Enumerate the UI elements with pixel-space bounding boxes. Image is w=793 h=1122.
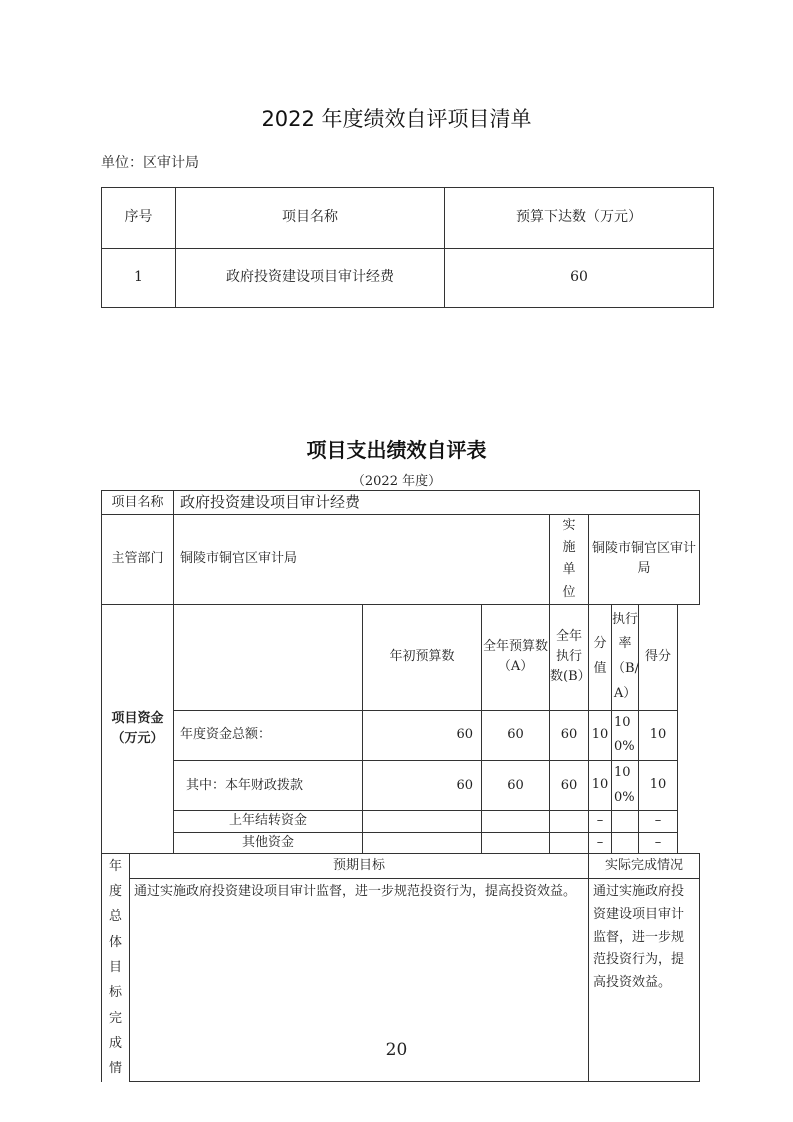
fund-rate	[612, 811, 639, 832]
project-name-value: 政府投资建设项目审计经费	[174, 491, 700, 515]
expected-goal-text: 通过实施政府投资建设项目审计监督，进一步规范投资行为，提高投资效益。	[130, 879, 589, 1082]
fund-header-blank	[174, 604, 363, 710]
row-project-name	[102, 491, 700, 515]
unit-label: 单位：区审计局	[101, 155, 199, 171]
fund-exec	[550, 811, 589, 832]
fund-exec: 60	[550, 761, 589, 811]
form-subtitle: （2022 年度）	[351, 474, 442, 489]
cell-no: 1	[102, 249, 176, 308]
self-evaluation-table	[101, 490, 700, 1082]
fund-score: 10	[639, 710, 678, 760]
header-no: 序号	[102, 188, 176, 249]
fund-budget	[482, 811, 550, 832]
fund-budget: 60	[482, 761, 550, 811]
fund-rate: 100%	[612, 761, 639, 811]
fund-row-label: 其他资金	[174, 832, 363, 853]
header-exec-rate: 执行率（B/A）	[612, 604, 639, 710]
fund-value: 10	[589, 710, 612, 760]
project-name-label: 项目名称	[102, 491, 174, 515]
row-department	[102, 515, 700, 604]
dept-label: 主管部门	[102, 515, 174, 604]
fund-row-label: 年度资金总额：	[174, 710, 363, 760]
header-annual-exec: 全年执行数(B）	[550, 604, 589, 710]
form-title: 项目支出绩效自评表	[306, 438, 487, 462]
fund-budget: 60	[482, 710, 550, 760]
header-annual-budget: 全年预算数（A）	[482, 604, 550, 710]
expected-goal-header: 预期目标	[130, 853, 589, 879]
dept-value: 铜陵市铜官区审计局	[174, 515, 550, 604]
list-title: 2022 年度绩效自评项目清单	[261, 107, 532, 131]
fund-initial: 60	[363, 710, 482, 760]
fund-exec: 60	[550, 710, 589, 760]
fund-rate: 100%	[612, 710, 639, 760]
fund-row-label: 上年结转资金	[174, 811, 363, 832]
header-score: 得分	[639, 604, 678, 710]
fund-score: –	[639, 832, 678, 853]
fund-row	[102, 811, 700, 832]
fund-initial: 60	[363, 761, 482, 811]
fund-row-label: 其中：本年财政拨款	[174, 761, 363, 811]
fund-value: –	[589, 832, 612, 853]
header-score-value: 分值	[589, 604, 612, 710]
impl-value: 铜陵市铜官区审计局	[589, 515, 700, 604]
cell-amount: 60	[445, 249, 714, 308]
fund-score: 10	[639, 761, 678, 811]
table-row	[102, 249, 714, 308]
row-goal-headers	[102, 853, 700, 879]
page-number: 20	[385, 1040, 408, 1060]
table-header-row	[102, 188, 714, 249]
row-fund-headers	[102, 604, 700, 710]
header-name: 项目名称	[176, 188, 445, 249]
actual-result-text: 通过实施政府投资建设项目审计监督，进一步规范投资行为，提高投资效益。	[589, 879, 700, 1082]
impl-label: 实施单位	[550, 515, 589, 604]
fund-score: –	[639, 811, 678, 832]
fund-exec	[550, 832, 589, 853]
fund-rate	[612, 832, 639, 853]
project-list-table	[101, 187, 714, 308]
fund-row	[102, 710, 700, 760]
fund-row	[102, 761, 700, 811]
goal-section-label: 年度总体目标完成情	[102, 853, 130, 1082]
header-initial: 年初预算数	[363, 604, 482, 710]
actual-result-header: 实际完成情况	[589, 853, 700, 879]
fund-value: 10	[589, 761, 612, 811]
fund-initial	[363, 832, 482, 853]
fund-initial	[363, 811, 482, 832]
fund-value: –	[589, 811, 612, 832]
fund-budget	[482, 832, 550, 853]
fund-row	[102, 832, 700, 853]
cell-name: 政府投资建设项目审计经费	[176, 249, 445, 308]
funds-label: 项目资金（万元）	[102, 604, 174, 853]
header-amount: 预算下达数（万元）	[445, 188, 714, 249]
